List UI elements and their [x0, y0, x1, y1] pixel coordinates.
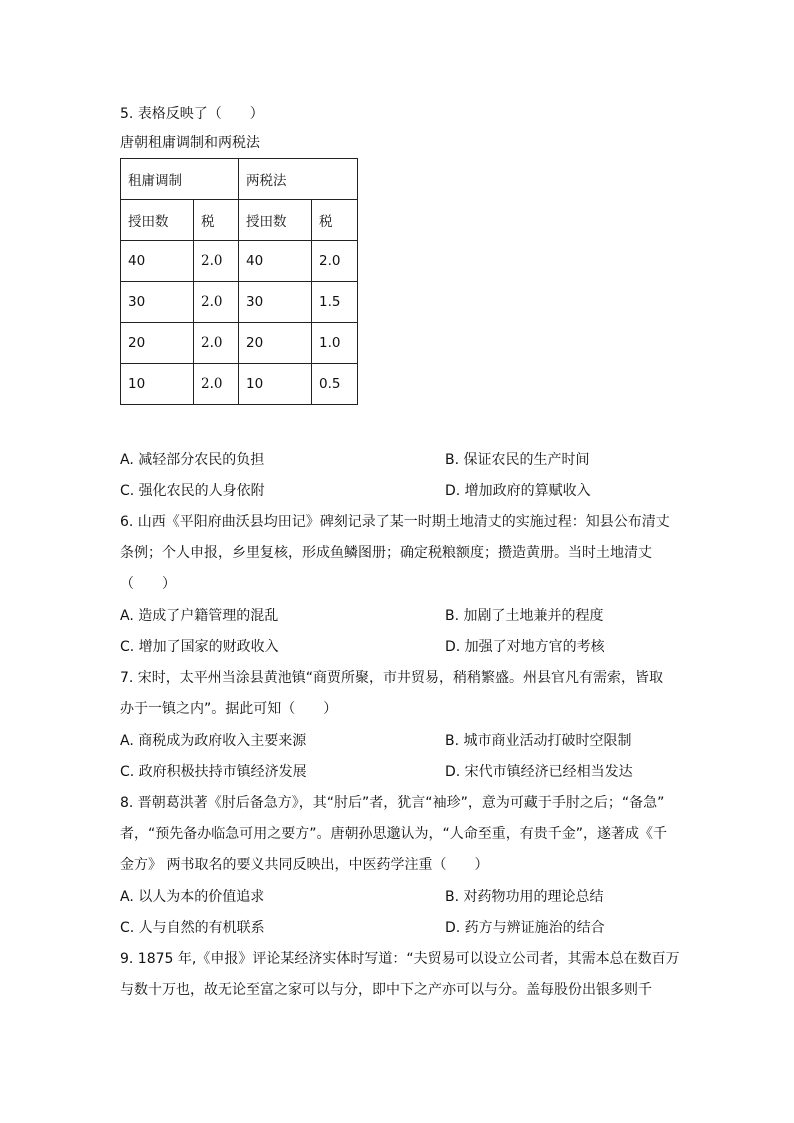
q8-option-c[interactable]: C. 人与自然的有机联系: [120, 920, 265, 936]
q9-stem-line: 9. 1875 年,《申报》评论某经济实体时写道：“夫贸易可以设立公司者，其需本总在数百万: [120, 951, 680, 967]
table-group-header: 两税法: [239, 159, 358, 200]
q5-stem: 5. 表格反映了（ ）: [120, 106, 264, 122]
table-cell: 2.0: [194, 241, 239, 282]
q6-stem-line: （ ）: [120, 576, 176, 592]
q6-option-a[interactable]: A. 造成了户籍管理的混乱: [120, 608, 279, 624]
table-cell: 30: [121, 282, 194, 323]
table-cell: 2.0: [194, 282, 239, 323]
q9-stem-line: 与数十万也，故无论至富之家可以与分，即中下之产亦可以与分。盖每股份出银多则千: [120, 982, 652, 998]
q5-option-a[interactable]: A. 减轻部分农民的负担: [120, 452, 265, 468]
table-subheader: 授田数: [239, 200, 312, 241]
q8-option-b[interactable]: B. 对药物功用的理论总结: [445, 889, 604, 905]
q5-option-b[interactable]: B. 保证农民的生产时间: [445, 452, 590, 468]
q7-option-b[interactable]: B. 城市商业活动打破时空限制: [445, 733, 632, 749]
table-row: [121, 282, 358, 323]
table-group-header: 租庸调制: [121, 159, 239, 200]
table-subheader: 授田数: [121, 200, 194, 241]
table-cell: 2.0: [194, 323, 239, 364]
q7-option-a[interactable]: A. 商税成为政府收入主要来源: [120, 733, 307, 749]
table-cell: 2.0: [312, 241, 358, 282]
table-cell: 40: [239, 241, 312, 282]
table-cell: 2.0: [194, 364, 239, 405]
table-cell: 40: [121, 241, 194, 282]
q6-option-b[interactable]: B. 加剧了土地兼并的程度: [445, 608, 604, 624]
q8-option-d[interactable]: D. 药方与辨证施治的结合: [445, 920, 605, 936]
table-subheader-row: [121, 200, 358, 241]
q8-option-a[interactable]: A. 以人为本的价值追求: [120, 889, 265, 905]
q8-stem-line: 金方》 两书取名的要义共同反映出，中医药学注重（ ）: [120, 857, 489, 873]
q5-table: [120, 158, 358, 405]
table-cell: 1.0: [312, 323, 358, 364]
table-cell: 20: [239, 323, 312, 364]
q7-option-d[interactable]: D. 宋代市镇经济已经相当发达: [445, 764, 633, 780]
table-header-row: [121, 159, 358, 200]
table-row: [121, 364, 358, 405]
table-subheader: 税: [312, 200, 358, 241]
table-row: [121, 323, 358, 364]
q8-stem-line: 者，“预先备办临急可用之要方”。唐朝孙思邈认为，“人命至重，有贵千金”，遂著成《千: [120, 826, 668, 842]
table-cell: 10: [121, 364, 194, 405]
q6-stem-line: 6. 山西《平阳府曲沃县均田记》碑刻记录了某一时期土地清丈的实施过程：知县公布清丈: [120, 514, 670, 530]
q8-stem-line: 8. 晋朝葛洪著《肘后备急方》，其“肘后”者，犹言“袖珍”，意为可藏于手肘之后；“备急”: [120, 795, 665, 811]
q6-option-d[interactable]: D. 加强了对地方官的考核: [445, 639, 605, 655]
q7-stem-line: 办于一镇之内”。据此可知（ ）: [120, 701, 338, 717]
q5-option-d[interactable]: D. 增加政府的算赋收入: [445, 483, 591, 499]
table-cell: 20: [121, 323, 194, 364]
table-subheader: 税: [194, 200, 239, 241]
table-cell: 1.5: [312, 282, 358, 323]
table-row: [121, 241, 358, 282]
q6-option-c[interactable]: C. 增加了国家的财政收入: [120, 639, 279, 655]
q5-option-c[interactable]: C. 强化农民的人身依附: [120, 483, 265, 499]
q6-stem-line: 条例；个人申报，乡里复核，形成鱼鳞图册；确定税粮额度；攒造黄册。当时土地清丈: [120, 545, 652, 561]
table-cell: 0.5: [312, 364, 358, 405]
table-cell: 30: [239, 282, 312, 323]
q7-option-c[interactable]: C. 政府积极扶持市镇经济发展: [120, 764, 307, 780]
q7-stem-line: 7. 宋时，太平州当涂县黄池镇“商贾所聚，市井贸易，稍稍繁盛。州县官凡有需索，皆取: [120, 670, 664, 686]
table-cell: 10: [239, 364, 312, 405]
q5-table-caption: 唐朝租庸调制和两税法: [120, 135, 260, 151]
